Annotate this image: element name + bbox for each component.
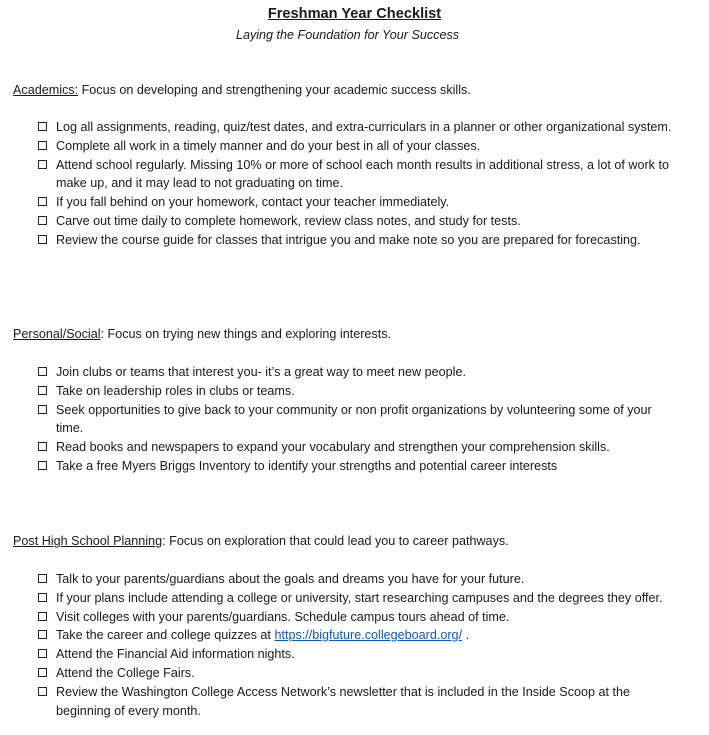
- checkbox[interactable]: [38, 405, 47, 414]
- section-post-high-school: [13, 532, 693, 720]
- checkbox[interactable]: [38, 630, 47, 639]
- checkbox[interactable]: [38, 612, 47, 621]
- checkbox[interactable]: [38, 649, 47, 658]
- section-personal-social: [13, 325, 693, 476]
- item-text: If you fall behind on your homework, contact your teacher immediately.: [56, 195, 450, 210]
- checkbox[interactable]: [38, 197, 47, 206]
- checkbox[interactable]: [38, 160, 47, 169]
- checklist-item: [38, 664, 678, 683]
- section-heading: [13, 532, 693, 550]
- item-text: Review the Washington College Access Network’s newsletter that is included in the Inside Scoop at the beginning of every month.: [56, 684, 631, 718]
- item-text: Take a free Myers Briggs Inventory to identify your strengths and potential career interests: [56, 458, 558, 473]
- section-label: Post High School Planning: [13, 534, 163, 548]
- checkbox[interactable]: [38, 122, 47, 131]
- checklist-item: [38, 401, 678, 439]
- checkbox[interactable]: [38, 442, 47, 451]
- checklist-item: [38, 570, 678, 589]
- checkbox[interactable]: [38, 141, 47, 150]
- checkbox[interactable]: [38, 687, 47, 696]
- item-text: Attend school regularly. Missing 10% or more of school each month results in additional stress, a lot of work to make up, and it may lead to not graduating on time.: [56, 157, 669, 191]
- item-text: If your plans include attending a college or university, start researching campuses and the degrees they offer.: [56, 590, 663, 605]
- checklist-item: [38, 626, 678, 645]
- checkbox[interactable]: [38, 461, 47, 470]
- section-intro: : Focus on trying new things and exploring interests.: [100, 327, 392, 341]
- checklist: [38, 570, 678, 720]
- checklist-item: [38, 382, 678, 401]
- checklist-item: [38, 193, 678, 212]
- section-label: Academics:: [13, 83, 79, 97]
- checklist-item: [38, 683, 678, 721]
- checklist: [38, 363, 678, 476]
- checklist-item: [38, 589, 678, 608]
- checklist-item: [38, 118, 678, 137]
- checkbox[interactable]: [38, 574, 47, 583]
- checkbox[interactable]: [38, 367, 47, 376]
- checkbox[interactable]: [38, 235, 47, 244]
- item-text: Complete all work in a timely manner and do your best in all of your classes.: [56, 138, 481, 153]
- checklist-item: [38, 608, 678, 627]
- checklist-item: [38, 156, 678, 194]
- section-intro: : Focus on exploration that could lead you to career pathways.: [162, 534, 509, 548]
- item-text: Attend the Financial Aid information nights.: [56, 647, 295, 662]
- checklist-item: [38, 363, 678, 382]
- checklist-item: [38, 645, 678, 664]
- item-text: Read books and newspapers to expand your vocabulary and strengthen your comprehension skills.: [56, 440, 610, 455]
- checklist-item: [38, 457, 678, 476]
- bigfuture-link[interactable]: https://bigfuture.collegeboard.org/: [274, 628, 463, 643]
- item-text: Take the career and college quizzes at: [56, 628, 275, 643]
- item-text-suffix: .: [462, 628, 470, 643]
- section-academics: [13, 81, 693, 250]
- checkbox[interactable]: [38, 386, 47, 395]
- checklist-item: [38, 212, 678, 231]
- item-text: Attend the College Fairs.: [56, 665, 195, 680]
- item-text: Seek opportunities to give back to your community or non profit organizations by volunteering some of your time.: [56, 402, 652, 436]
- checkbox[interactable]: [38, 216, 47, 225]
- item-text: Visit colleges with your parents/guardians. Schedule campus tours ahead of time.: [56, 609, 510, 624]
- item-text: Review the course guide for classes that intrigue you and make note so you are prepared for forecasting.: [56, 232, 641, 247]
- item-text: Join clubs or teams that interest you- it’s a great way to meet new people.: [56, 365, 466, 379]
- item-text: Log all assignments, reading, quiz/test dates, and extra-curriculars in a planner or other organizational system.: [56, 120, 672, 134]
- section-intro: Focus on developing and strengthening your academic success skills.: [78, 83, 471, 97]
- page-title: Freshman Year Checklist: [267, 6, 442, 22]
- section-heading: [13, 325, 693, 343]
- section-label: Personal/Social: [13, 327, 101, 341]
- item-text: Carve out time daily to complete homework, review class notes, and study for tests.: [56, 213, 521, 228]
- item-text: Talk to your parents/guardians about the goals and dreams you have for your future.: [56, 572, 525, 586]
- checkbox[interactable]: [38, 593, 47, 602]
- checkbox[interactable]: [38, 668, 47, 677]
- checklist: [38, 118, 678, 250]
- page-subtitle: Laying the Foundation for Your Success: [235, 28, 460, 42]
- section-heading: [13, 81, 693, 99]
- checklist-item: [38, 438, 678, 457]
- checklist-item: [38, 137, 678, 156]
- item-text: Take on leadership roles in clubs or teams.: [56, 383, 295, 398]
- checklist-item: [38, 231, 678, 250]
